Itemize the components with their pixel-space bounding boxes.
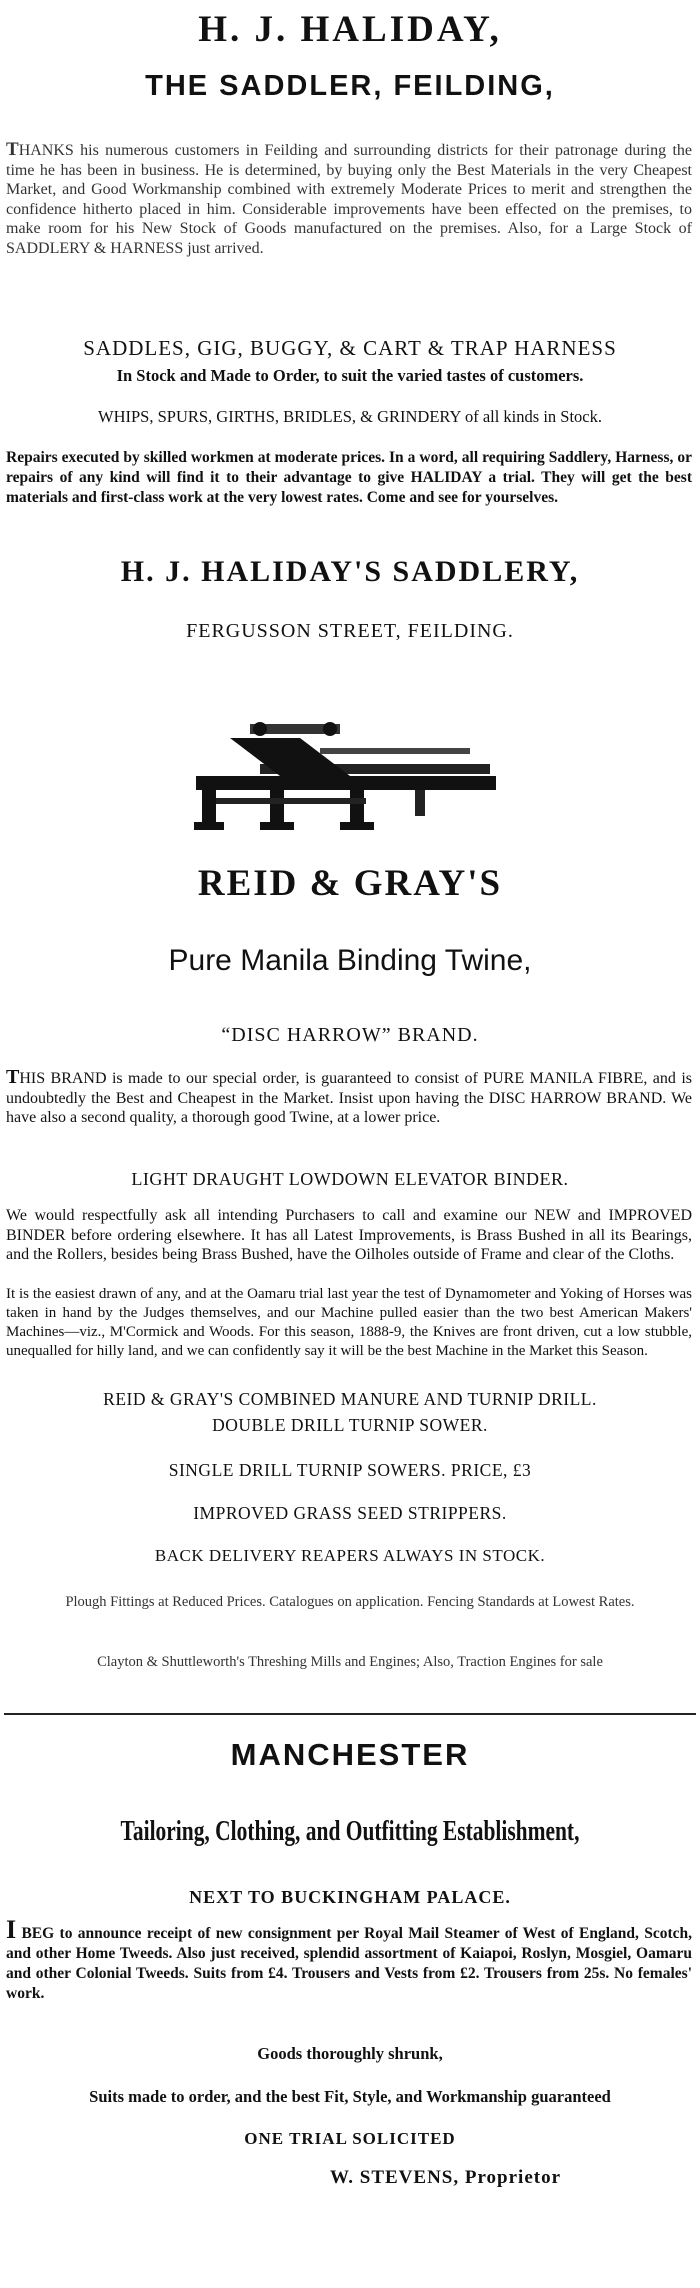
tailoring-subtitle: Tailoring, Clothing, and Outfitting Establishment, xyxy=(120,1815,580,1847)
double-drill: DOUBLE DRILL TURNIP SOWER. xyxy=(212,1415,488,1435)
brand-paragraph-initial: T xyxy=(6,1066,20,1088)
haliday-name: H. J. HALIDAY, xyxy=(198,9,502,50)
haliday-intro-text: HANKS his numerous customers in Feilding and surrounding districts for their patronage during the time he has been in business. He is determined, by buying only the Best Materials in the very Cheapest Market, and Good Workmanship combined with extremely Moderate Prices to merit and strengthen the confidence hitherto placed in him. Considerable improvements have been effected on the premises, to make room for his New Stock of Goods manufactured on the premises. Also, for a Large Stock of SADDLERY & HARNESS just arrived. xyxy=(6,142,692,257)
haliday-intro xyxy=(6,140,692,258)
trial-paragraph: It is the easiest drawn of any, and at the Oamaru trial last year the test of Dynamometer and Yoking of Horses was taken in hand by the Judges themselves, and our Machine pulled easier than the two best American Makers' Machines—viz., M'Cormick and Woods. For this season, 1888-9, the Knives are front driven, cut a low stubble, unequalled for hilly land, and we can confidently say it will be the best Machine in the Market this Season. xyxy=(6,1286,692,1359)
back-delivery-reapers: BACK DELIVERY REAPERS ALWAYS IN STOCK. xyxy=(154,1546,546,1565)
saddlery-address: FERGUSSON STREET, FEILDING. xyxy=(186,620,514,642)
harness-heading: SADDLES, GIG, BUGGY, & CART & TRAP HARNESS xyxy=(83,336,617,360)
harness-subheading: In Stock and Made to Order, to suit the varied tastes of customers. xyxy=(116,366,584,385)
whips-line: WHIPS, SPURS, GIRTHS, BRIDLES, & GRINDERY of all kinds in Stock. xyxy=(98,407,602,426)
combined-drill: REID & GRAY'S COMBINED MANURE AND TURNIP DRILL. xyxy=(103,1389,597,1409)
haliday-intro-initial: T xyxy=(6,139,19,160)
disc-harrow-brand: “DISC HARROW” BRAND. xyxy=(221,1024,479,1046)
twine-product: Pure Manila Binding Twine, xyxy=(168,944,532,977)
single-drill-price: SINGLE DRILL TURNIP SOWERS. PRICE, £3 xyxy=(168,1460,532,1480)
manchester-paragraph-text: BEG to announce receipt of new consignment per Royal Mail Steamer of West of England, Scotch, and other Home Tweeds. Also just received, splendid assortment of Kaiapoi, Roslyn, Mosgiel, Oamaru and other Colonial Tweeds. Suits from £4. Trousers and Vests from £2. Trousers from 25s. No females' work. xyxy=(6,1925,692,2002)
brand-paragraph xyxy=(6,1068,692,1128)
manchester-location: NEXT TO BUCKINGHAM PALACE. xyxy=(189,1887,511,1907)
brand-paragraph-text: HIS BRAND is made to our special order, is guaranteed to consist of PURE MANILA FIBRE, and is undoubtedly the Best and Cheapest in the Market. Insist upon having the DISC HARROW BRAND. We have also a second quality, a thorough good Twine, at a lower price. xyxy=(6,1070,692,1126)
saddlery-title: H. J. HALIDAY'S SADDLERY, xyxy=(120,555,580,588)
grass-seed-strippers: IMPROVED GRASS SEED STRIPPERS. xyxy=(193,1503,507,1523)
manchester-paragraph-initial: I xyxy=(6,1915,17,1944)
reid-gray-title: REID & GRAY'S xyxy=(197,863,503,904)
goods-shrunk: Goods thoroughly shrunk, xyxy=(257,2044,443,2063)
manchester-title: MANCHESTER xyxy=(230,1737,470,1772)
binder-paragraph: We would respectfully ask all intending Purchasers to call and examine our NEW and IMPROVED BINDER before ordering elsewhere. It has all Latest Improvements, is Brass Bushed in all its Bearings, and the Rollers, besides being Brass Bushed, have the Oilholes outside of Frame and clear of the Cloths. xyxy=(6,1207,692,1263)
binder-heading: LIGHT DRAUGHT LOWDOWN ELEVATOR BINDER. xyxy=(131,1169,569,1189)
manchester-paragraph xyxy=(6,1915,692,2004)
one-trial-solicited: ONE TRIAL SOLICITED xyxy=(244,2129,456,2148)
section-divider xyxy=(4,1713,696,1715)
haliday-subtitle: THE SADDLER, FEILDING, xyxy=(145,70,555,102)
proprietor-signature: W. STEVENS, Proprietor xyxy=(330,2167,562,2188)
suits-made-to-order: Suits made to order, and the best Fit, Style, and Workmanship guaranteed xyxy=(89,2087,611,2106)
binder-machine-illustration xyxy=(190,718,510,838)
clayton-shuttleworth: Clayton & Shuttleworth's Threshing Mills and Engines; Also, Traction Engines for sale xyxy=(97,1654,603,1670)
plough-fittings: Plough Fittings at Reduced Prices. Catalogues on application. Fencing Standards at Lowest Rates. xyxy=(65,1594,635,1610)
repairs-paragraph: Repairs executed by skilled workmen at moderate prices. In a word, all requiring Saddlery, Harness, or repairs of any kind will find it to their advantage to give HALIDAY a trial. They will get the best materials and first-class work at the very lowest rates. Come and see for yourselves. xyxy=(6,449,692,506)
